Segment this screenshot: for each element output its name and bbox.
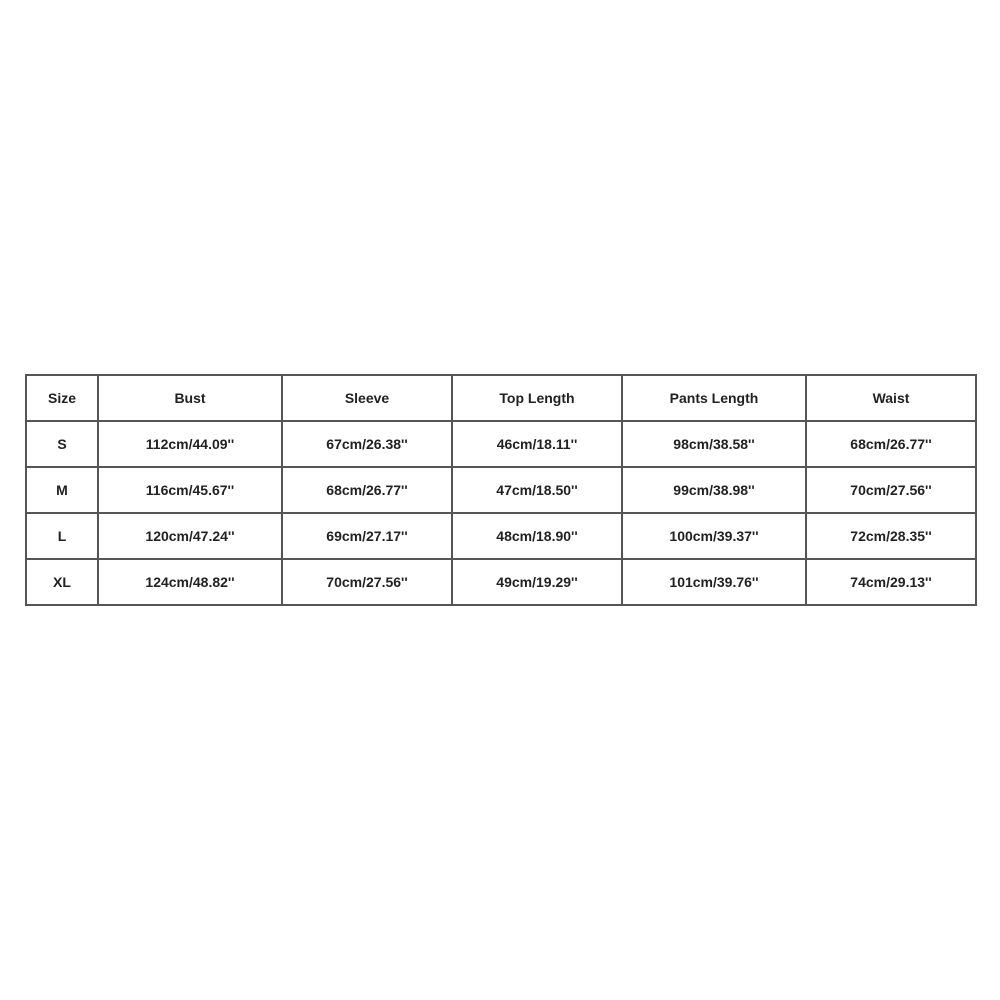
- cell-size: L: [26, 513, 98, 559]
- cell-top-length: 47cm/18.50'': [452, 467, 622, 513]
- cell-pants-length: 100cm/39.37'': [622, 513, 806, 559]
- table-row: [26, 421, 976, 467]
- cell-top-length: 46cm/18.11'': [452, 421, 622, 467]
- table-row: [26, 467, 976, 513]
- cell-bust: 124cm/48.82'': [98, 559, 282, 605]
- cell-pants-length: 98cm/38.58'': [622, 421, 806, 467]
- header-bust: Bust: [98, 375, 282, 421]
- table-row: [26, 559, 976, 605]
- cell-waist: 72cm/28.35'': [806, 513, 976, 559]
- cell-sleeve: 69cm/27.17'': [282, 513, 452, 559]
- header-waist: Waist: [806, 375, 976, 421]
- table-row: [26, 513, 976, 559]
- cell-bust: 120cm/47.24'': [98, 513, 282, 559]
- cell-pants-length: 101cm/39.76'': [622, 559, 806, 605]
- cell-top-length: 49cm/19.29'': [452, 559, 622, 605]
- header-pants-length: Pants Length: [622, 375, 806, 421]
- cell-size: M: [26, 467, 98, 513]
- size-chart-table: [25, 374, 977, 606]
- cell-pants-length: 99cm/38.98'': [622, 467, 806, 513]
- cell-waist: 68cm/26.77'': [806, 421, 976, 467]
- header-size: Size: [26, 375, 98, 421]
- cell-sleeve: 68cm/26.77'': [282, 467, 452, 513]
- header-row: [26, 375, 976, 421]
- cell-sleeve: 67cm/26.38'': [282, 421, 452, 467]
- cell-waist: 70cm/27.56'': [806, 467, 976, 513]
- cell-waist: 74cm/29.13'': [806, 559, 976, 605]
- header-top-length: Top Length: [452, 375, 622, 421]
- cell-bust: 112cm/44.09'': [98, 421, 282, 467]
- cell-top-length: 48cm/18.90'': [452, 513, 622, 559]
- cell-size: S: [26, 421, 98, 467]
- cell-sleeve: 70cm/27.56'': [282, 559, 452, 605]
- header-sleeve: Sleeve: [282, 375, 452, 421]
- cell-size: XL: [26, 559, 98, 605]
- cell-bust: 116cm/45.67'': [98, 467, 282, 513]
